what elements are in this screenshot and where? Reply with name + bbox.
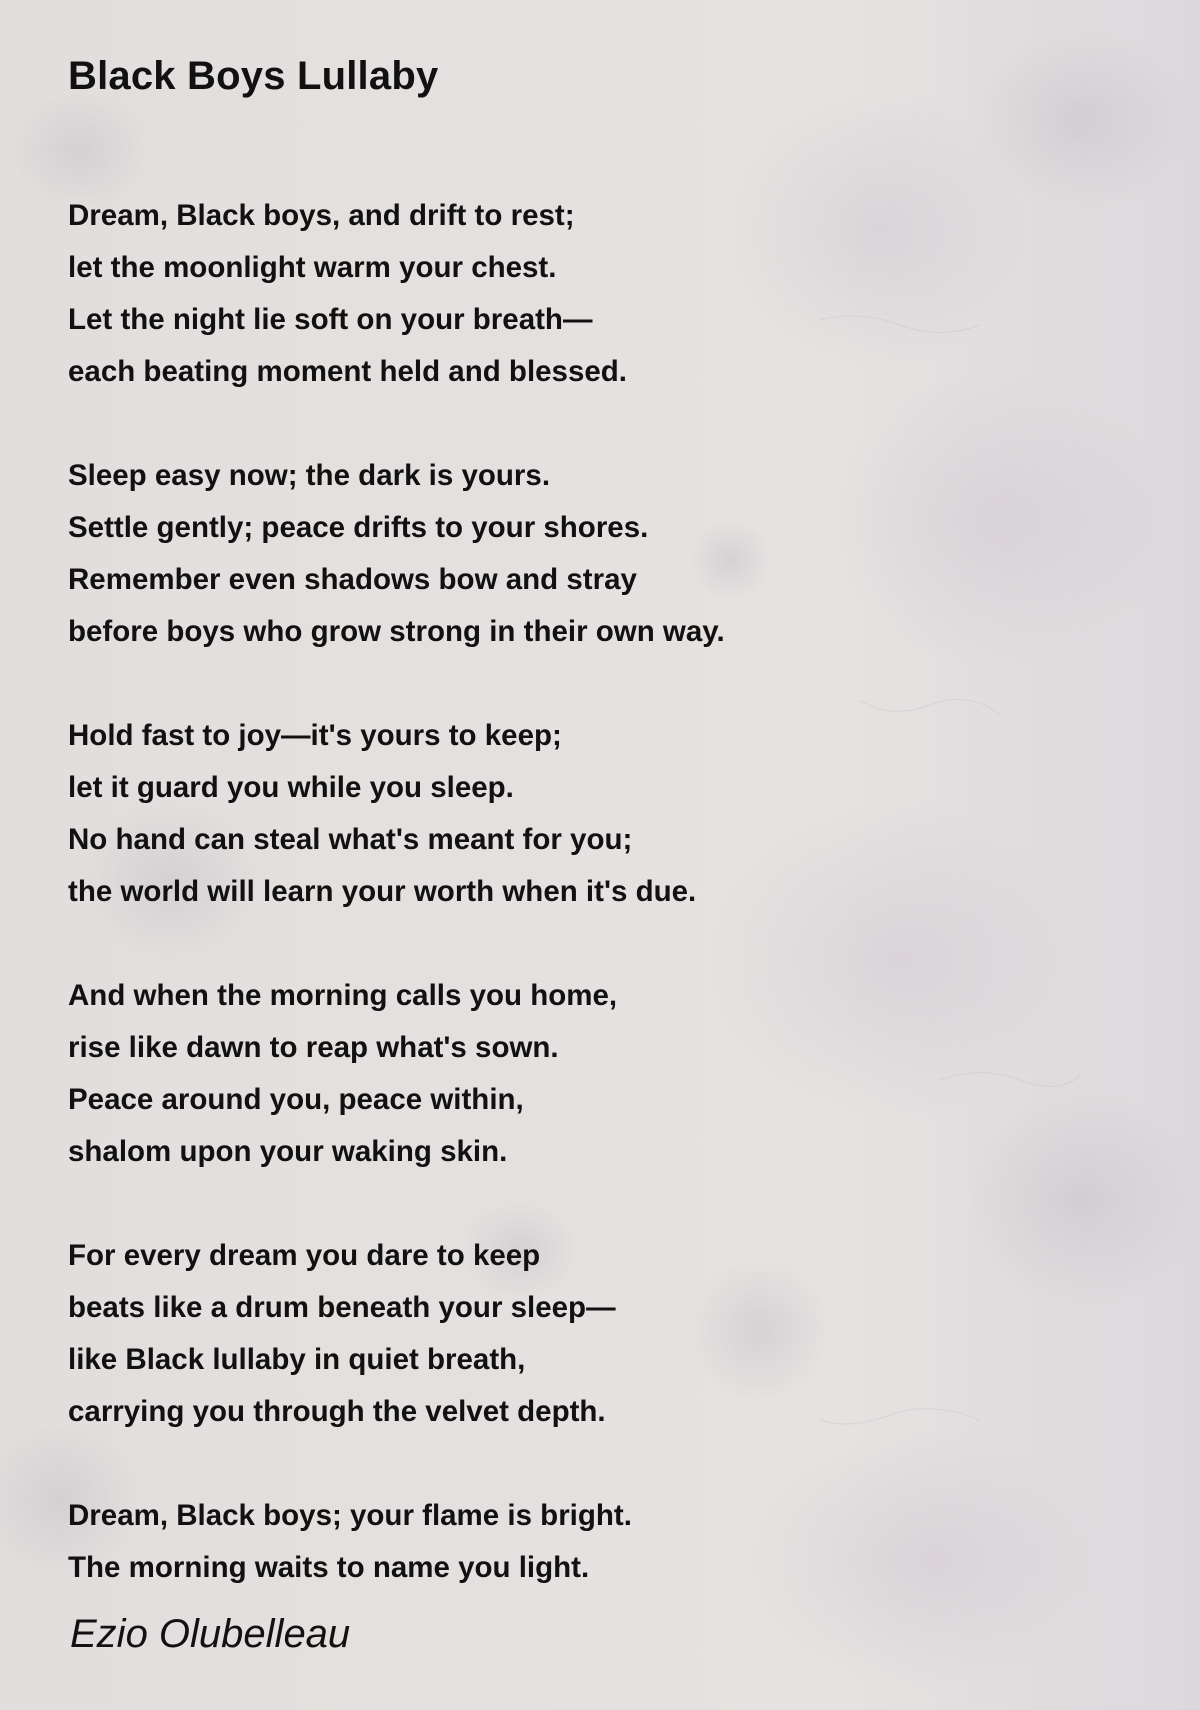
poem-line: Hold fast to joy—it's yours to keep; bbox=[68, 719, 562, 752]
poem-line: Sleep easy now; the dark is yours. bbox=[68, 459, 551, 492]
poem-line: let it guard you while you sleep. bbox=[68, 771, 514, 804]
poem-line: Peace around you, peace within, bbox=[68, 1083, 524, 1116]
poem-content bbox=[68, 46, 1148, 1646]
poem-line: rise like dawn to reap what's sown. bbox=[68, 1031, 559, 1064]
poem-line: Settle gently; peace drifts to your shores. bbox=[68, 511, 649, 544]
poem-line: Dream, Black boys, and drift to rest; bbox=[68, 199, 575, 232]
poem-title: Black Boys Lullaby bbox=[68, 54, 439, 98]
poem-line: Remember even shadows bow and stray bbox=[68, 563, 637, 596]
stanza bbox=[68, 1490, 1148, 1594]
poem-line: let the moonlight warm your chest. bbox=[68, 251, 557, 284]
stanza bbox=[68, 970, 1148, 1178]
stanza bbox=[68, 450, 1148, 658]
poem-line: The morning waits to name you light. bbox=[68, 1551, 590, 1584]
poem-line: the world will learn your worth when it's due. bbox=[68, 875, 697, 908]
poem-line: carrying you through the velvet depth. bbox=[68, 1395, 606, 1428]
stanza bbox=[68, 190, 1148, 398]
poem-author: Ezio Olubelleau bbox=[70, 1612, 351, 1656]
poem-body bbox=[68, 190, 1148, 1594]
poem-line: Dream, Black boys; your flame is bright. bbox=[68, 1499, 632, 1532]
poem-line: And when the morning calls you home, bbox=[68, 979, 618, 1012]
poem-line: Let the night lie soft on your breath— bbox=[68, 303, 593, 336]
stanza bbox=[68, 710, 1148, 918]
poem-line: before boys who grow strong in their own way. bbox=[68, 615, 725, 648]
poem-line: each beating moment held and blessed. bbox=[68, 355, 627, 388]
poem-line: shalom upon your waking skin. bbox=[68, 1135, 508, 1168]
poem-line: No hand can steal what's meant for you; bbox=[68, 823, 633, 856]
poem-line: like Black lullaby in quiet breath, bbox=[68, 1343, 526, 1376]
poem-line: For every dream you dare to keep bbox=[68, 1239, 541, 1272]
stanza bbox=[68, 1230, 1148, 1438]
poem-line: beats like a drum beneath your sleep— bbox=[68, 1291, 616, 1324]
